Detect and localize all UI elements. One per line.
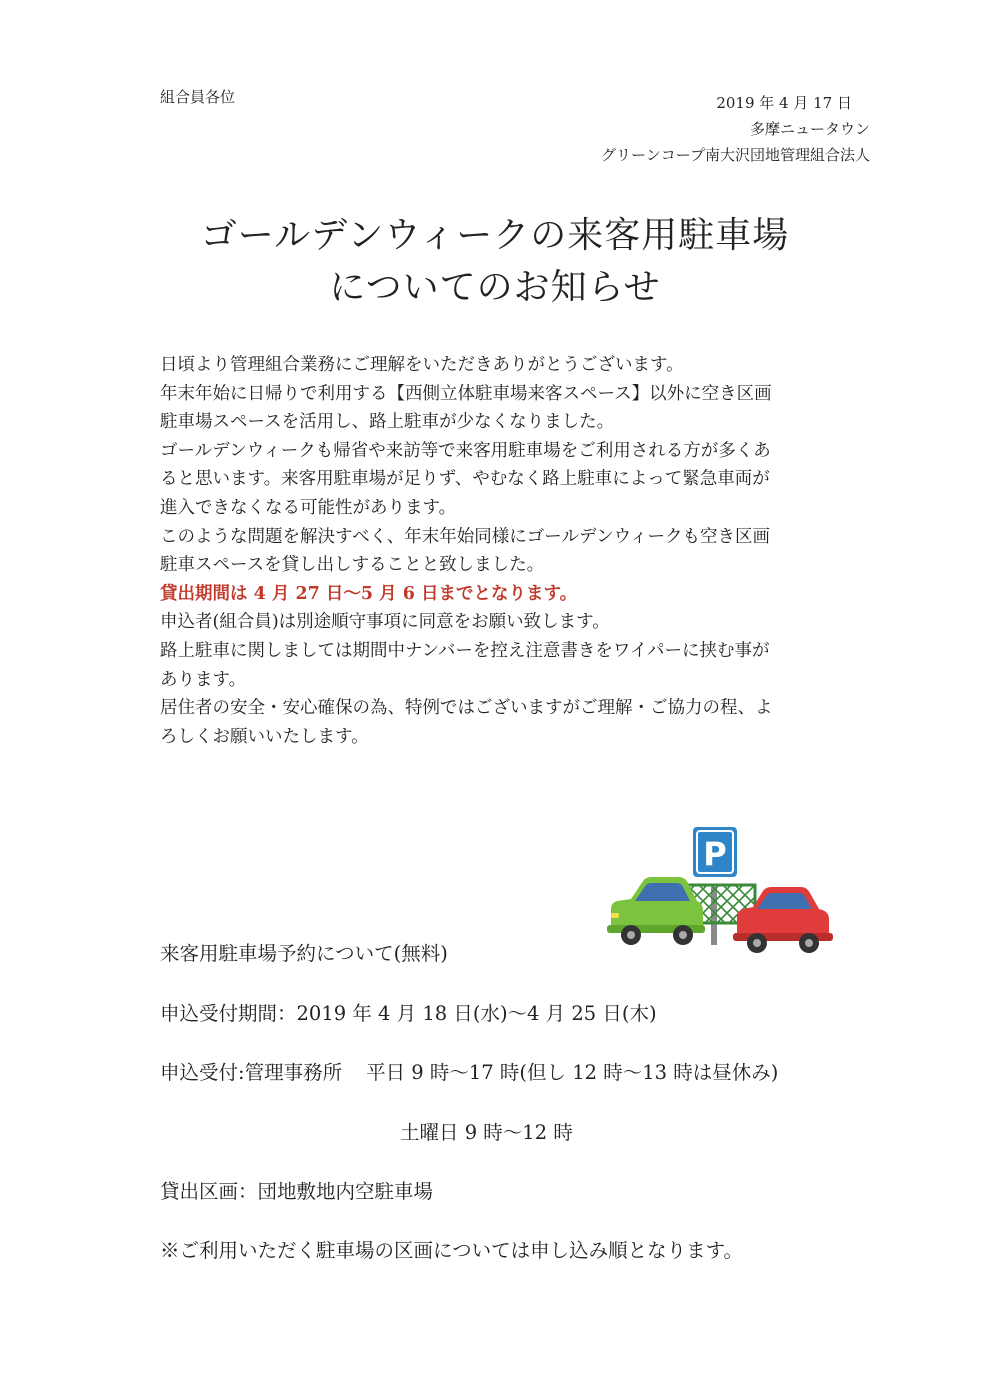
sign-letter: P	[703, 835, 727, 873]
order-note: ※ご利用いただく駐車場の区画については申し込み順となります。	[160, 1239, 744, 1262]
notice-title	[0, 210, 990, 314]
reception-weekday-hours: 平日 9 時～17 時(但し 12 時～13 時は昼休み)	[366, 1061, 779, 1084]
lending-area: 貸出区画：団地敷地内空駐車場	[160, 1180, 434, 1203]
title-line-2: についてのお知らせ	[329, 267, 661, 308]
body-line: ゴールデンウィークも帰省や来訪等で来客用駐車場をご利用される方が多くあ	[160, 440, 771, 461]
notice-body	[160, 351, 880, 751]
body-line: 駐車スペースを貸し出しすることと致しました。	[160, 555, 545, 576]
parking-illustration	[605, 825, 835, 955]
reception-weekday-row	[160, 1057, 778, 1085]
sender-block	[601, 90, 870, 168]
lending-period-highlight: 貸出期間は 4 月 27 日～5 月 6 日までとなります。	[160, 583, 578, 604]
body-line: このような問題を解決すべく、年末年始同様にゴールデンウィークも空き区画	[160, 526, 771, 547]
reception-saturday-hours: 土曜日 9 時～12 時	[400, 1121, 573, 1144]
body-line: あります。	[160, 669, 247, 690]
sender-location: 多摩ニュータウン	[749, 120, 870, 138]
body-line: 居住者の安全・安心確保の為、特例ではございますがご理解・ご協力の程、よ	[160, 698, 773, 719]
issue-date: 2019 年 4 月 17 日	[716, 94, 852, 112]
application-period: 申込受付期間：2019 年 4 月 18 日(水)～4 月 25 日(木)	[160, 1002, 657, 1025]
body-line: ると思います。来客用駐車場が足りず、やむなく路上駐車によって緊急車両が	[160, 469, 770, 490]
body-line: 路上駐車に関しましては期間中ナンバーを控え注意書きをワイパーに挟む事が	[160, 640, 770, 661]
reservation-heading: 来客用駐車場予約について(無料)	[160, 942, 448, 965]
addressee: 組合員各位	[160, 88, 236, 106]
parking-sign-icon	[693, 827, 737, 877]
body-line: 年末年始に日帰りで利用する【西側立体駐車場来客スペース】以外に空き区画	[160, 383, 772, 404]
body-line: 駐車場スペースを活用し、路上駐車が少なくなりました。	[160, 412, 615, 433]
title-line-1: ゴールデンウィークの来客用駐車場	[200, 215, 790, 256]
body-line: ろしくお願いいたします。	[160, 726, 369, 747]
reception-label: 申込受付:管理事務所	[160, 1061, 343, 1084]
body-line: 進入できなくなる可能性があります。	[160, 497, 457, 518]
sender-organization: グリーンコープ南大沢団地管理組合法人	[601, 146, 870, 164]
body-line: 申込者(組合員)は別途順守事項に同意をお願い致します。	[160, 612, 610, 633]
body-line: 日頃より管理組合業務にご理解をいただきありがとうございます。	[160, 355, 684, 375]
